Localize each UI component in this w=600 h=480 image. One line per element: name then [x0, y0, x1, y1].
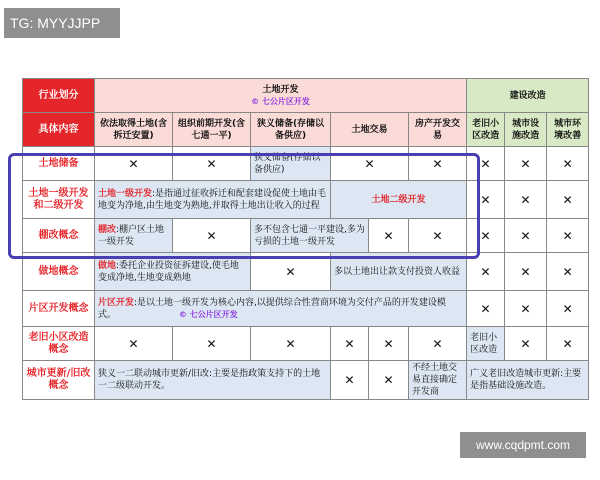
- header-land-dev: 土地开发 © 七公片区开发: [95, 79, 467, 113]
- cell-text: 狭义储备(存储以备供应): [251, 147, 331, 181]
- cross-mark: ✕: [95, 147, 173, 181]
- cross-mark: ✕: [331, 327, 369, 361]
- cross-mark: ✕: [173, 327, 251, 361]
- cross-mark: ✕: [547, 327, 589, 361]
- cross-mark: ✕: [173, 219, 251, 253]
- header-construction: 建设改造: [467, 79, 589, 113]
- row-label: 片区开发概念: [23, 291, 95, 327]
- cross-mark: ✕: [331, 361, 369, 400]
- cell-text: 棚改:棚户区土地一级开发: [95, 219, 173, 253]
- cross-mark: ✕: [547, 181, 589, 219]
- col-header: 老旧小区改造: [467, 113, 505, 147]
- cell-text: 土地一级开发:是指通过征收拆迁和配套建设促使土地由毛地变为净地,由生地变为熟地,并取得土地出让收入的过程: [95, 181, 331, 219]
- col-header: 房产开发交易: [409, 113, 467, 147]
- cell-text: 老旧小区改造: [467, 327, 505, 361]
- cross-mark: ✕: [505, 253, 547, 291]
- cross-mark: ✕: [173, 147, 251, 181]
- watermark: © 七公片区开发: [251, 96, 310, 106]
- cross-mark: ✕: [505, 181, 547, 219]
- cross-mark: ✕: [467, 253, 505, 291]
- row-label: 土地一级开发和二级开发: [23, 181, 95, 219]
- cross-mark: ✕: [369, 361, 409, 400]
- cross-mark: ✕: [505, 327, 547, 361]
- cell-text: 土地二级开发: [331, 181, 467, 219]
- watermark: © 七公片区开发: [178, 309, 238, 319]
- header-specific: 具体内容: [23, 113, 95, 147]
- row-label: 棚改概念: [23, 219, 95, 253]
- cell-text: 不经土地交易直接确定开发商: [409, 361, 467, 400]
- cross-mark: ✕: [505, 219, 547, 253]
- cross-mark: ✕: [547, 253, 589, 291]
- cross-mark: ✕: [547, 291, 589, 327]
- col-header: 组织前期开发(含七通一平): [173, 113, 251, 147]
- cross-mark: ✕: [547, 219, 589, 253]
- cross-mark: ✕: [251, 327, 331, 361]
- row-label: 老旧小区改造概念: [23, 327, 95, 361]
- cross-mark: ✕: [547, 147, 589, 181]
- cell-text: 做地:委托企业投资征拆建设,使毛地变成净地,生地变成熟地: [95, 253, 251, 291]
- row-label: 土地储备: [23, 147, 95, 181]
- header-industry: 行业划分: [23, 79, 95, 113]
- cross-mark: ✕: [251, 253, 331, 291]
- cell-text: 狭义一二联动城市更新/旧改:主要是指政策支持下的土地一二级联动开发。: [95, 361, 331, 400]
- highlight-box: [8, 153, 480, 259]
- cross-mark: ✕: [369, 219, 409, 253]
- col-header: 依法取得土地(含拆迁安置): [95, 113, 173, 147]
- cross-mark: ✕: [505, 291, 547, 327]
- row-label: 城市更新/旧改概念: [23, 361, 95, 400]
- cross-mark: ✕: [409, 219, 467, 253]
- cross-mark: ✕: [409, 147, 467, 181]
- col-header: 城市环境改善: [547, 113, 589, 147]
- cross-mark: ✕: [409, 327, 467, 361]
- cell-text: 多以土地出让款支付投资人收益: [331, 253, 467, 291]
- cross-mark: ✕: [95, 327, 173, 361]
- row-label: 做地概念: [23, 253, 95, 291]
- cross-mark: ✕: [467, 147, 505, 181]
- cross-mark: ✕: [467, 291, 505, 327]
- col-header: 土地交易: [331, 113, 409, 147]
- cell-text: 多不包含七通一平建设,多为亏损的土地一级开发: [251, 219, 369, 253]
- website-tag: www.cqdpmt.com: [460, 432, 586, 458]
- col-header: 狭义储备(存储以备供应): [251, 113, 331, 147]
- cross-mark: ✕: [369, 327, 409, 361]
- cross-mark: ✕: [331, 147, 409, 181]
- cross-mark: ✕: [505, 147, 547, 181]
- channel-tag: TG: MYYJJPP: [4, 8, 120, 38]
- cross-mark: ✕: [467, 181, 505, 219]
- cross-mark: ✕: [467, 219, 505, 253]
- cell-text: 片区开发:是以土地一级开发为核心内容,以提供综合性营商环境为交付产品的开发建设模式。 © 七公片区开发: [95, 291, 467, 327]
- cell-text: 广义老旧改造城市更新:主要是指基础设施改造。: [467, 361, 589, 400]
- col-header: 城市设施改造: [505, 113, 547, 147]
